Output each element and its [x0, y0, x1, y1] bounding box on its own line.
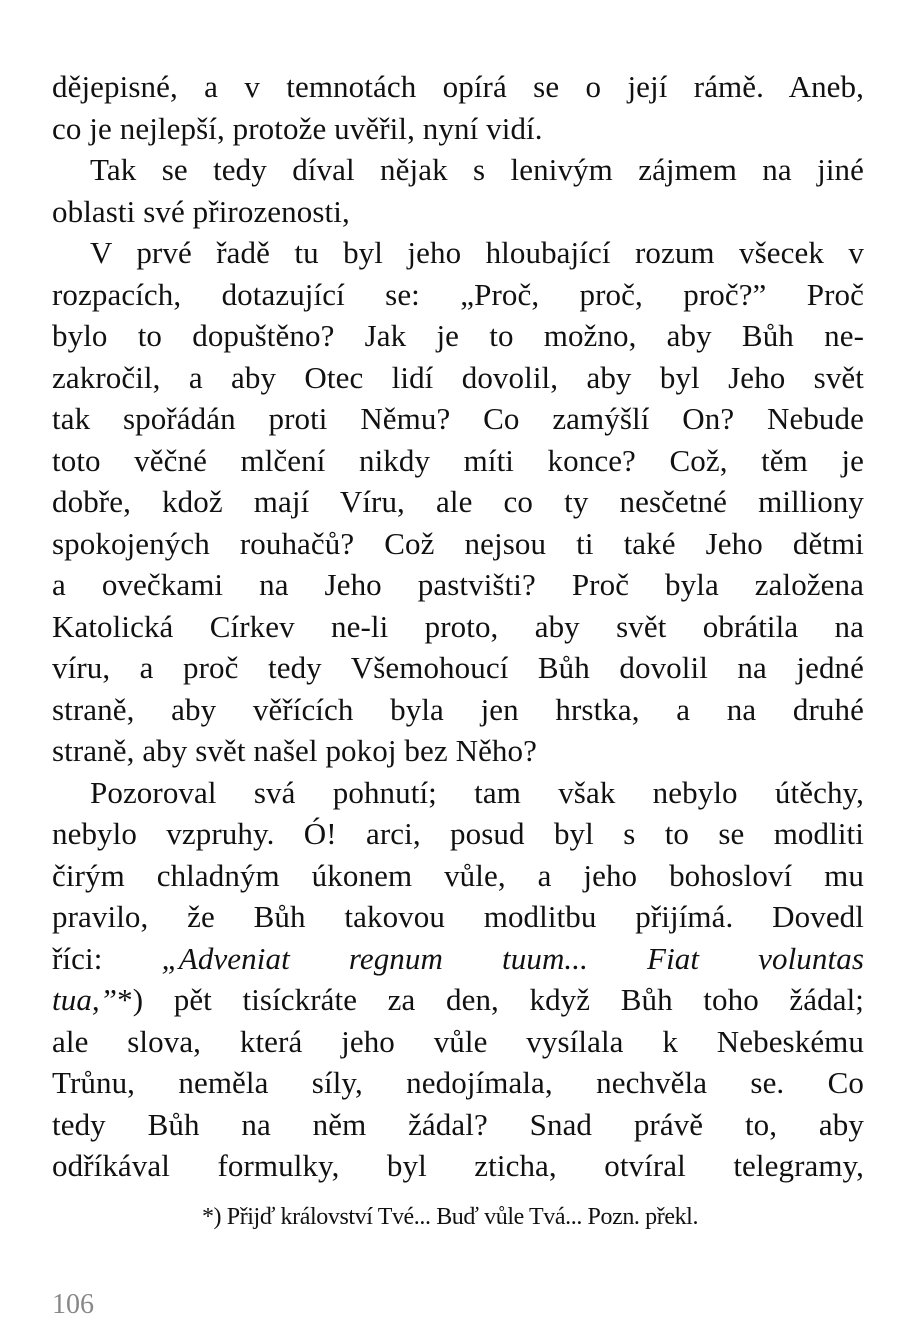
text-line: toto věčné mlčení nikdy míti konce? Což, těm je [52, 442, 864, 478]
text-line: V prvé řadě tu byl jeho hloubající rozum všecek v [90, 235, 864, 270]
text-line: tak spořádán proti Němu? Co zamýšlí On? Nebude [52, 401, 864, 436]
text-line: nebylo vzpruhy. Ó! arci, posud byl s to se modliti [52, 816, 864, 851]
text-line: Trůnu, neměla síly, nedojímala, nechvěla se. Co [52, 1065, 864, 1100]
text-line: bylo to dopuštěno? Jak je to možno, aby Bůh ne- [52, 318, 864, 353]
text-line: Katolická Církev ne-li proto, aby svět obrátila na [52, 608, 864, 644]
page-number: 106 [52, 1289, 94, 1320]
text-line: dějepisné, a v temnotách opírá se o její rámě. Aneb, [52, 69, 864, 104]
text-line: říci: „Adveniat regnum tuum... Fiat voluntas [52, 940, 864, 976]
text-line: tedy Bůh na něm žádal? Snad právě to, aby [52, 1106, 864, 1142]
text-line: a ovečkami na Jeho pastvišti? Proč byla založena [52, 567, 864, 602]
text-line: dobře, kdož mají Víru, ale co ty nesčetné milliony [52, 484, 864, 519]
text-line: spokojených rouhačů? Což nejsou ti také Jeho dětmi [52, 525, 864, 561]
text-line: straně, aby svět našel pokoj bez Něho? [52, 733, 537, 768]
text-line: zakročil, a aby Otec lidí dovolil, aby byl Jeho svět [52, 359, 864, 395]
text-line: ale slova, která jeho vůle vysílala k Nebeskému [52, 1023, 864, 1059]
text-line: oblasti své přirozenosti, [52, 193, 350, 229]
text-line: Tak se tedy díval nějak s lenivým zájmem na jiné [90, 152, 864, 187]
text-line: čirým chladným úkonem vůle, a jeho bohosloví mu [52, 857, 864, 893]
text-line: pravilo, že Bůh takovou modlitbu přijímá. Dovedl [52, 899, 864, 934]
text-line: tua,”*) pět tisíckráte za den, když Bůh toho žádal; [52, 982, 864, 1017]
footnote: *) Přijď království Tvé... Buď vůle Tvá... Pozn. překl. [201, 1204, 699, 1230]
body-text [52, 66, 864, 1187]
text-line: Pozoroval svá pohnutí; tam však nebylo útěchy, [90, 774, 864, 810]
text-line: víru, a proč tedy Všemohoucí Bůh dovolil na jedné [52, 650, 864, 685]
text-line: co je nejlepší, protože uvěřil, nyní vidí. [52, 110, 543, 146]
text-line: odříkával formulky, byl zticha, otvíral telegramy, [52, 1148, 864, 1183]
text-line: straně, aby věřících byla jen hrstka, a na druhé [52, 691, 864, 727]
text-line: rozpacích, dotazující se: „Proč, proč, proč?” Proč [52, 276, 864, 312]
